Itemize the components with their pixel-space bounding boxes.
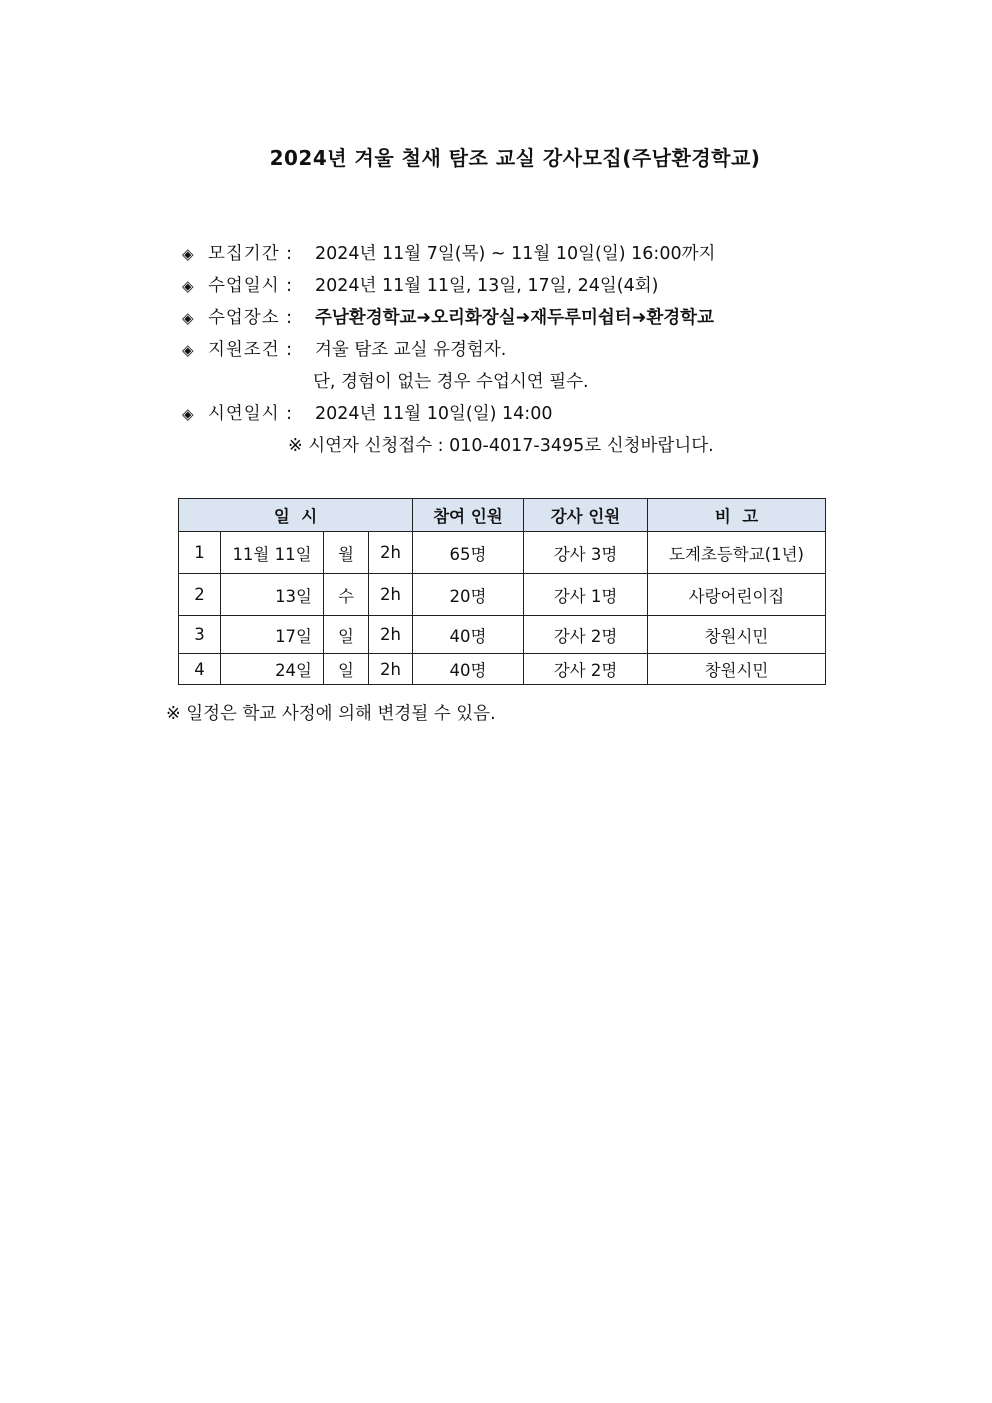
row-hours: 2h — [369, 532, 413, 574]
row-hours: 2h — [369, 616, 413, 654]
row-hours: 2h — [369, 654, 413, 685]
row-instructors: 강사 2명 — [524, 616, 648, 654]
table-row — [179, 616, 826, 654]
demo-label: 시연일시 : — [208, 404, 294, 424]
info-condition — [182, 334, 715, 366]
diamond-bullet-icon: ◈ — [182, 309, 194, 327]
diamond-bullet-icon: ◈ — [182, 405, 194, 423]
row-number: 3 — [179, 616, 221, 654]
row-instructors: 강사 2명 — [524, 654, 648, 685]
table-row — [179, 574, 826, 616]
header-instructors: 강사 인원 — [524, 499, 648, 532]
row-note: 창원시민 — [648, 616, 826, 654]
row-date: 13일 — [221, 574, 324, 616]
row-participants: 40명 — [413, 654, 524, 685]
period-value: 2024년 11월 7일(목) ~ 11월 10일(일) 16:00까지 — [315, 244, 716, 264]
class-date-label: 수업일시 : — [208, 276, 294, 296]
row-note: 도계초등학교(1년) — [648, 532, 826, 574]
diamond-bullet-icon: ◈ — [182, 245, 194, 263]
diamond-bullet-icon: ◈ — [182, 277, 194, 295]
condition-value: 겨울 탐조 교실 유경험자. — [315, 340, 507, 360]
info-demo — [182, 398, 715, 430]
table-row — [179, 654, 826, 685]
row-note: 사랑어린이집 — [648, 574, 826, 616]
row-instructors: 강사 3명 — [524, 532, 648, 574]
diamond-bullet-icon: ◈ — [182, 341, 194, 359]
row-number: 4 — [179, 654, 221, 685]
page-title: 2024년 겨울 철새 탐조 교실 강사모집(주남환경학교) — [269, 146, 761, 170]
row-day: 월 — [324, 532, 369, 574]
demo-value: 2024년 11월 10일(일) 14:00 — [315, 404, 553, 424]
condition-label: 지원조건 : — [208, 340, 294, 360]
row-participants: 65명 — [413, 532, 524, 574]
row-instructors: 강사 1명 — [524, 574, 648, 616]
row-day: 일 — [324, 654, 369, 685]
schedule-table — [178, 498, 826, 685]
place-value: 주남환경학교➜오리화장실➜재두루미쉽터➜환경학교 — [315, 308, 714, 328]
row-participants: 40명 — [413, 616, 524, 654]
info-period — [182, 238, 715, 270]
header-participants: 참여 인원 — [413, 499, 524, 532]
row-day: 일 — [324, 616, 369, 654]
table-header-row — [179, 499, 826, 532]
row-number: 1 — [179, 532, 221, 574]
demo-note: ※ 시연자 신청접수 : 010-4017-3495로 신청바랍니다. — [288, 436, 714, 456]
schedule-table-wrapper — [178, 498, 826, 685]
period-label: 모집기간 : — [208, 244, 294, 264]
footnote: ※ 일정은 학교 사정에 의해 변경될 수 있음. — [166, 704, 496, 724]
info-place — [182, 302, 715, 334]
row-hours: 2h — [369, 574, 413, 616]
class-date-value: 2024년 11월 11일, 13일, 17일, 24일(4회) — [315, 276, 659, 296]
row-date: 11월 11일 — [221, 532, 324, 574]
row-number: 2 — [179, 574, 221, 616]
condition-note: 단, 경험이 없는 경우 수업시연 필수. — [313, 372, 589, 392]
row-note: 창원시민 — [648, 654, 826, 685]
row-date: 24일 — [221, 654, 324, 685]
header-datetime: 일 시 — [179, 499, 413, 532]
header-note: 비 고 — [648, 499, 826, 532]
info-section — [182, 238, 715, 462]
table-row — [179, 532, 826, 574]
row-date: 17일 — [221, 616, 324, 654]
place-label: 수업장소 : — [208, 308, 294, 328]
row-day: 수 — [324, 574, 369, 616]
row-participants: 20명 — [413, 574, 524, 616]
info-class-date — [182, 270, 715, 302]
